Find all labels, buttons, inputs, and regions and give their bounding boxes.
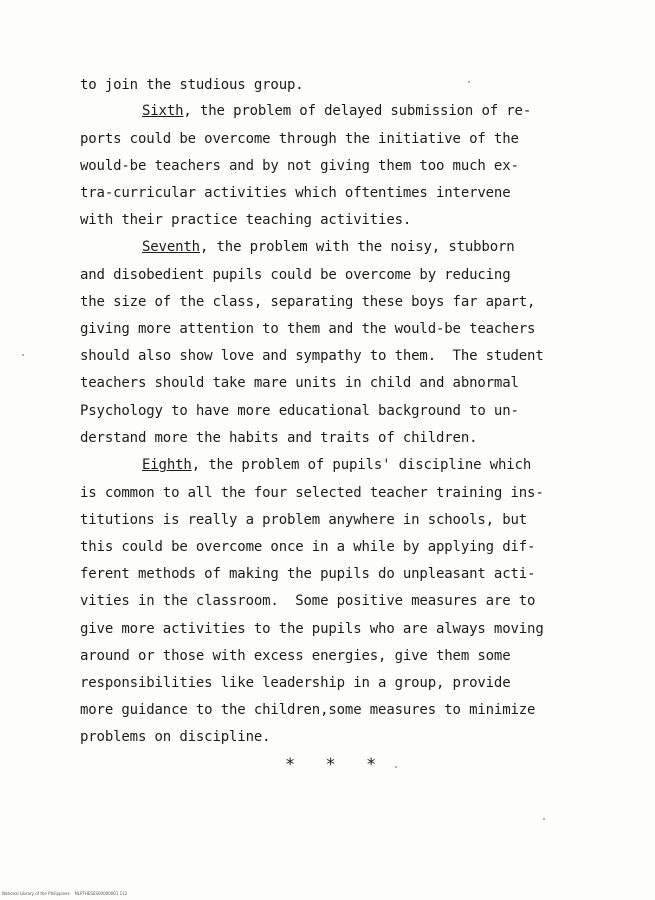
text-line: , the problem of delayed submission of re- [183, 103, 532, 119]
text-line: this could be overcome once in a while by applying dif- [80, 539, 536, 555]
text-line: giving more attention to them and the would-be teachers [80, 321, 536, 337]
text-line: , the problem with the noisy, stubborn [199, 239, 515, 255]
text-line: ports could be overcome through the initiative of the [80, 131, 519, 147]
text-line: Psychology to have more educational background to un- [80, 403, 519, 419]
text-line: titutions is really a problem anywhere in schools, but [80, 512, 528, 528]
scan-speck [22, 354, 24, 356]
text-line: tra-curricular activities which oftentimes intervene [80, 185, 511, 201]
text-line: would-be teachers and by not giving them too much ex- [80, 158, 519, 174]
paragraph-eighth [142, 457, 531, 473]
text-line: problems on discipline. [80, 729, 271, 745]
text-line: ferent methods of making the pupils do unpleasant acti- [80, 566, 536, 582]
scan-speck [395, 766, 397, 768]
text-line: and disobedient pupils could be overcome by reducing [80, 267, 511, 283]
section-end-mark: * * * [285, 755, 387, 775]
text-line: responsibilities like leadership in a group, provide [80, 675, 511, 691]
text-line: more guidance to the children,some measures to minimize [80, 702, 536, 718]
scan-speck [543, 818, 545, 820]
paragraph-heading-sixth: Sixth [142, 103, 184, 119]
paragraph-heading-eighth: Eighth [142, 457, 192, 473]
text-line: should also show love and sympathy to them. The student [80, 348, 544, 364]
text-line: with their practice teaching activities. [80, 212, 412, 228]
scan-speck [468, 81, 470, 83]
text-line: teachers should take mare units in child and abnormal [80, 375, 519, 391]
paragraph-seventh [142, 239, 515, 255]
text-line: around or those with excess energies, give them some [80, 648, 511, 664]
text-line: to join the studious group. [80, 77, 304, 93]
text-line: derstand more the habits and traits of children. [80, 430, 478, 446]
paragraph-sixth [142, 103, 531, 119]
page-footer: National Library of the Philippines NLPTHESES00000001 112 [2, 891, 128, 896]
text-line: vities in the classroom. Some positive measures are to [80, 593, 536, 609]
text-line: is common to all the four selected teacher training ins- [80, 485, 544, 501]
text-line: the size of the class, separating these boys far apart, [80, 294, 536, 310]
text-line: give more activities to the pupils who are always moving [80, 621, 544, 637]
text-line: , the problem of pupils' discipline which [191, 457, 532, 473]
paragraph-heading-seventh: Seventh [142, 239, 200, 255]
